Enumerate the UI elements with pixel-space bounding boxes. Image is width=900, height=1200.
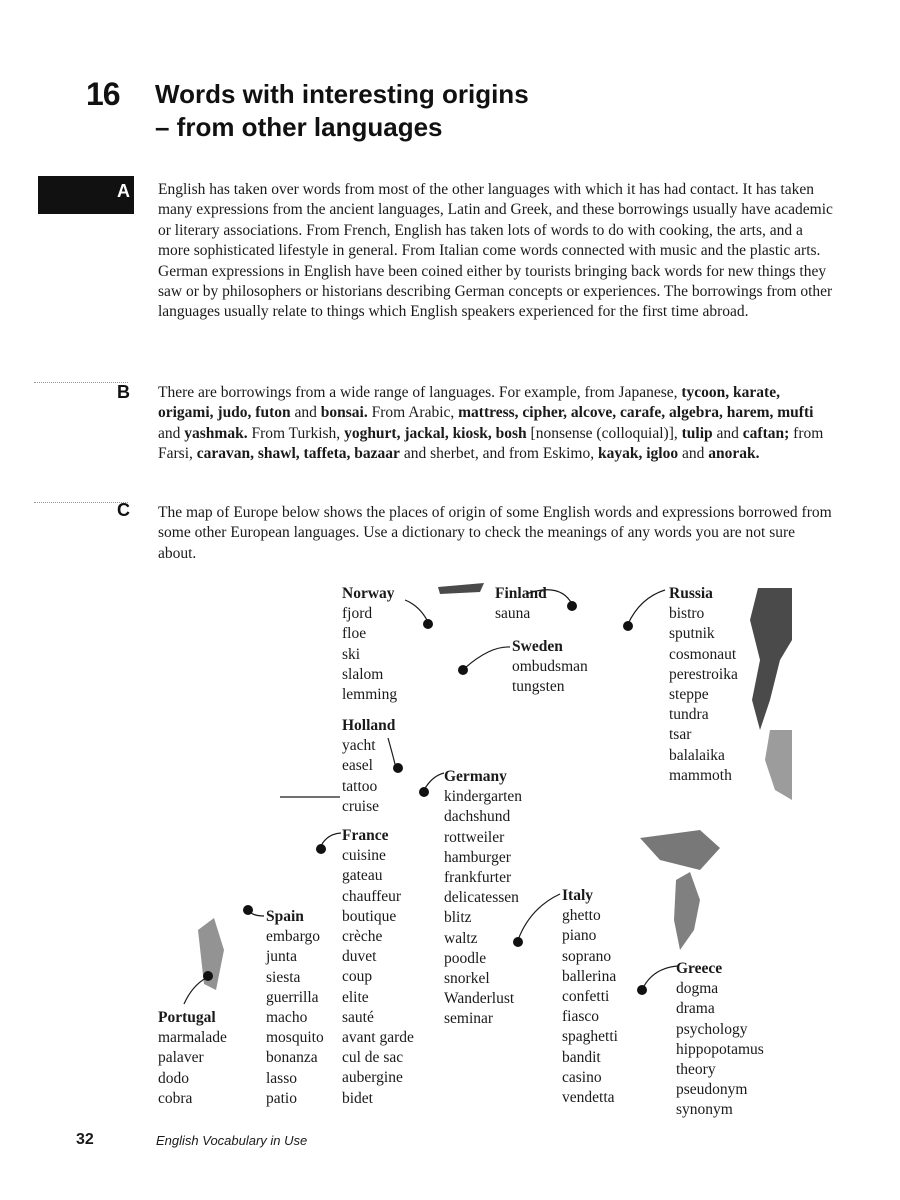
sweden-column <box>512 637 588 698</box>
russia-word: steppe <box>669 686 709 704</box>
holland-word: cruise <box>342 797 380 815</box>
section-b-text-part: from Farsi, <box>158 424 824 463</box>
portugal-dot <box>203 971 213 981</box>
section-b-text <box>158 383 834 465</box>
section-b-marker: B <box>117 382 130 402</box>
russia-word: sputnik <box>669 625 715 643</box>
russia-word: balalaika <box>669 746 725 764</box>
greece-word: psychology <box>676 1020 748 1038</box>
germany-dot <box>419 787 429 797</box>
holland-word: yacht <box>342 737 376 755</box>
greece-label: Greece <box>676 960 723 977</box>
page-number: 32 <box>76 1131 94 1148</box>
section-b-text-part: There are borrowings from a wide range of languages. For example, from Japanese, <box>158 384 682 401</box>
section-a-marker: A <box>38 176 134 214</box>
norway-column <box>342 584 397 705</box>
sweden-word: tungsten <box>512 678 565 696</box>
france-word: cul de sac <box>342 1049 404 1067</box>
italy-word: casino <box>562 1068 602 1086</box>
france-word: aubergine <box>342 1069 403 1087</box>
portugal-pointer-line <box>184 978 206 1004</box>
section-c-text: The map of Europe below shows the places of origin of some English words and expressions borrowed from some other European languages. Use a dictionary to check the meanings of any words you are not sure about. <box>158 504 832 562</box>
russia-label: Russia <box>669 585 713 602</box>
russia-pointer-line <box>628 590 665 624</box>
france-word: chauffeur <box>342 887 402 905</box>
section-b-text-part: and <box>158 424 185 442</box>
greece-word: pseudonym <box>676 1081 748 1099</box>
greece-column <box>676 959 764 1121</box>
germany-column <box>444 767 522 1030</box>
section-c-divider <box>34 502 128 503</box>
unit-title-line-1: Words with interesting origins <box>155 79 529 109</box>
finland-label: Finland <box>495 585 547 602</box>
japanese-words: bonsai. <box>320 404 368 422</box>
france-word: gateau <box>342 867 383 885</box>
germany-word: snorkel <box>444 970 490 988</box>
sweden-dot <box>458 665 468 675</box>
eskimo-words: kayak, igloo <box>597 445 679 463</box>
france-dot <box>316 844 326 854</box>
unit-title-line-2: – from other languages <box>155 112 443 142</box>
italy-label: Italy <box>562 887 593 904</box>
france-word: coup <box>342 968 373 986</box>
greece-pointer-line <box>642 966 678 990</box>
italy-column <box>562 886 618 1108</box>
coast-fragment <box>674 872 700 950</box>
spain-word: guerrilla <box>266 988 319 1006</box>
france-column <box>342 826 414 1109</box>
section-b-text-part: and <box>678 445 709 463</box>
norway-word: slalom <box>342 665 384 683</box>
russia-word: mammoth <box>669 766 732 784</box>
portugal-word: marmalade <box>158 1029 227 1047</box>
portugal-word: palaver <box>158 1049 204 1067</box>
holland-column <box>342 716 395 817</box>
greece-word: drama <box>676 1000 715 1018</box>
germany-word: poodle <box>444 949 487 967</box>
portugal-column <box>158 1008 227 1109</box>
farsi-words: caravan, shawl, taffeta, bazaar <box>196 445 400 463</box>
spain-dot <box>243 905 253 915</box>
italy-word: fiasco <box>562 1008 600 1026</box>
italy-word: ghetto <box>562 907 601 925</box>
sweden-pointer-line <box>465 647 510 668</box>
russia-word: perestroika <box>669 665 738 683</box>
norway-dot <box>423 619 433 629</box>
section-c-marker: C <box>117 500 130 520</box>
section-a-text: English has taken over words from most of the other languages with which it has had contact. It has taken many expressions from the ancient languages, Latin and Greek, and these borrowings usually have academic or literary associations. From French, English has taken lots of words to do with cooking, the arts, and a more sophisticated lifestyle in general. From Italian come words connected with music and the plastic arts. German expressions in English have been coined either by tourists bringing back words for new things they saw or by philosophers or historians describing German concepts or experiences. The borrowings from other languages usually relate to things which English speakers experienced for the first time abroad. <box>158 181 833 321</box>
section-b-text-part: From Arabic, <box>367 404 459 422</box>
coast-fragment <box>750 588 792 730</box>
portugal-word: dodo <box>158 1069 189 1087</box>
section-b-divider <box>34 382 128 383</box>
italy-word: bandit <box>562 1048 601 1066</box>
sweden-label: Sweden <box>512 638 563 655</box>
turkish-words: yoghurt, jackal, kiosk, bosh <box>344 424 527 442</box>
portugal-label: Portugal <box>158 1009 216 1026</box>
france-word: bidet <box>342 1089 373 1107</box>
holland-word: tattoo <box>342 777 378 795</box>
norway-word: floe <box>342 625 367 643</box>
germany-word: waltz <box>444 929 478 947</box>
germany-label: Germany <box>444 768 507 785</box>
germany-word: kindergarten <box>444 788 523 806</box>
spain-word: macho <box>266 1009 308 1027</box>
italy-word: spaghetti <box>562 1028 618 1046</box>
section-b-text-part: [nonsense (colloquial)], <box>526 424 682 442</box>
france-word: elite <box>342 988 369 1006</box>
finland-column <box>495 584 547 624</box>
finland-dot <box>567 601 577 611</box>
spain-word: mosquito <box>266 1029 324 1047</box>
italy-pointer-line <box>518 894 560 940</box>
norway-label: Norway <box>342 585 395 602</box>
holland-label: Holland <box>342 717 396 734</box>
italy-word: soprano <box>562 947 612 965</box>
germany-word: dachshund <box>444 808 511 826</box>
unit-number: 16 <box>86 76 120 112</box>
france-word: sauté <box>342 1008 374 1026</box>
eskimo-words: anorak. <box>708 445 760 463</box>
italy-word: vendetta <box>562 1089 615 1107</box>
coast-fragment <box>765 730 792 800</box>
germany-pointer-line <box>424 773 444 790</box>
france-word: boutique <box>342 907 397 925</box>
spain-word: bonanza <box>266 1049 318 1067</box>
italy-word: confetti <box>562 988 610 1006</box>
greece-word: theory <box>676 1061 716 1079</box>
sweden-word: ombudsman <box>512 658 588 676</box>
book-title: English Vocabulary in Use <box>156 1133 308 1148</box>
greece-word: synonym <box>676 1101 733 1119</box>
greece-word: dogma <box>676 980 719 998</box>
spain-word: siesta <box>266 968 301 986</box>
arabic-words: yashmak. <box>184 424 248 442</box>
unit-title <box>155 78 529 144</box>
russia-dot <box>623 621 633 631</box>
section-b-text-part: From Turkish, <box>247 424 345 442</box>
section-b-text-part: and sherbet, and from Eskimo, <box>399 445 598 463</box>
russia-word: cosmonaut <box>669 645 737 663</box>
turkish-words: tulip <box>681 424 713 442</box>
france-pointer-line <box>320 833 341 848</box>
finland-word: sauna <box>495 605 531 623</box>
germany-word: Wanderlust <box>444 990 515 1008</box>
section-b-text-part: and <box>290 404 321 422</box>
germany-word: blitz <box>444 909 472 927</box>
spain-label: Spain <box>266 908 304 925</box>
germany-word: seminar <box>444 1010 494 1028</box>
france-word: duvet <box>342 948 377 966</box>
italy-word: ballerina <box>562 967 617 985</box>
arabic-words: mattress, cipher, alcove, carafe, algebra, harem, mufti <box>458 404 814 422</box>
russia-column <box>669 584 738 786</box>
coast-fragment <box>438 583 484 594</box>
turkish-words: caftan; <box>742 424 790 442</box>
spain-pointer-line <box>248 910 264 916</box>
greece-word: hippopotamus <box>676 1040 764 1058</box>
germany-word: frankfurter <box>444 869 512 887</box>
portugal-word: cobra <box>158 1089 193 1107</box>
japanese-words: tycoon, karate, origami, judo, futon <box>158 384 780 422</box>
russia-word: tundra <box>669 706 709 724</box>
france-label: France <box>342 827 389 844</box>
spain-word: lasso <box>266 1069 297 1087</box>
italy-word: piano <box>562 927 597 945</box>
germany-word: delicatessen <box>444 889 519 907</box>
spain-word: patio <box>266 1089 297 1107</box>
france-word: crèche <box>342 928 383 946</box>
russia-word: bistro <box>669 605 705 623</box>
spain-word: junta <box>266 948 297 966</box>
holland-word: easel <box>342 757 373 775</box>
spain-column <box>266 907 324 1109</box>
norway-word: ski <box>342 645 361 663</box>
germany-word: rottweiler <box>444 828 505 846</box>
norway-pointer-line <box>405 600 428 622</box>
greece-dot <box>637 985 647 995</box>
russia-word: tsar <box>669 726 692 744</box>
france-word: cuisine <box>342 847 386 865</box>
france-word: avant garde <box>342 1029 414 1047</box>
section-b-text-part: and <box>712 424 743 442</box>
norway-word: fjord <box>342 605 373 623</box>
norway-word: lemming <box>342 686 398 704</box>
coast-fragment <box>198 918 224 990</box>
germany-word: hamburger <box>444 848 511 866</box>
coast-fragment <box>640 830 720 870</box>
spain-word: embargo <box>266 928 320 946</box>
